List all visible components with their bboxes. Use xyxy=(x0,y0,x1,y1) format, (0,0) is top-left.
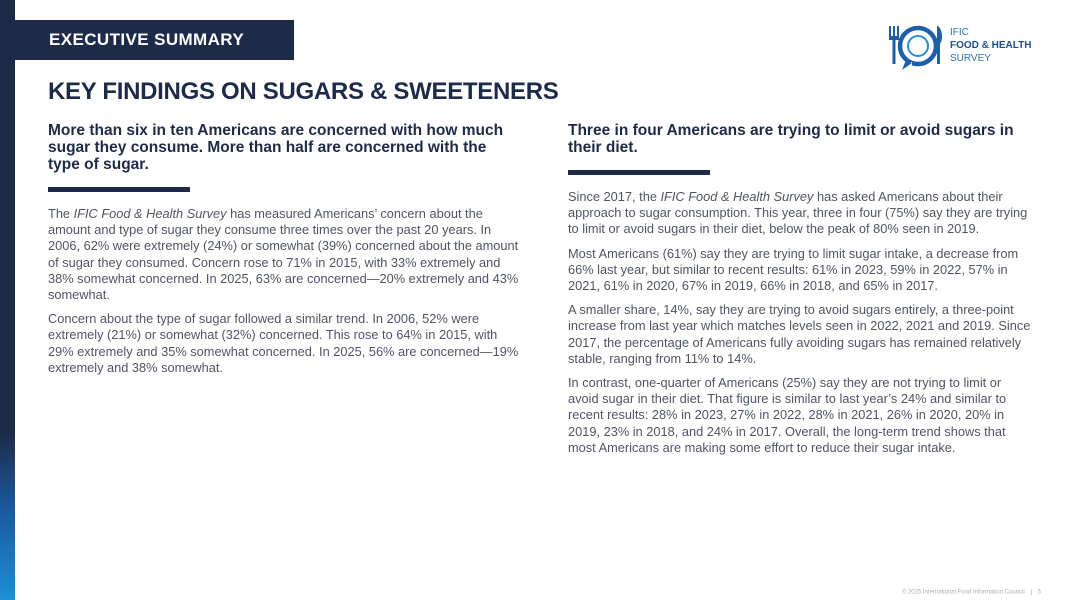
section-banner-label: EXECUTIVE SUMMARY xyxy=(49,30,245,49)
left-p1-prefix: The xyxy=(48,206,74,221)
right-heading-rule xyxy=(568,170,710,175)
right-paragraph-2: Most Americans (61%) say they are trying to limit sugar intake, a decrease from 66% last year, but similar to recent results: 61% in 2023, 59% in 2022, 57% in 2021, 61% in 2020, 67% in 2019, 66% in 2018, and 65% in 2017. xyxy=(568,245,1019,294)
right-paragraph-4: In contrast, one-quarter of Americans (25%) say they are not trying to limit or avoid sugar in their diet. That figure is similar to last year’s 24% and similar to recent results: 28% in 2023, 27% in 2022, 28% in 2021, 26% in 2020, 20% in 2019, 23% in 2018, and 24% in 2017. Overall, the long-term trend shows that most Americans are making some effort to reduce their sugar intake. xyxy=(568,375,1007,455)
left-accent-bar xyxy=(0,0,15,600)
fork-knife-plate-icon xyxy=(886,22,946,74)
left-heading: More than six in ten Americans are concerned with how much sugar they consume. More than half are concerned with the type of sugar. xyxy=(48,122,504,173)
right-paragraph-1 xyxy=(568,189,1034,238)
left-paragraph-2: Concern about the type of sugar followed a similar trend. In 2006, 52% were extremely (21%) or somewhat (32%) concerned. This rose to 64% in 2015, with 29% extremely and 35% somewhat concerned. In 2025, 56% are concerned—19% extremely and 38% somewhat. xyxy=(48,311,519,375)
logo-line-1: IFIC xyxy=(950,27,969,38)
left-paragraph-1 xyxy=(48,206,520,303)
left-heading-rule xyxy=(48,187,190,192)
right-column xyxy=(568,122,1034,456)
ific-logo xyxy=(886,22,1056,74)
right-p1-prefix: Since 2017, the xyxy=(568,189,661,204)
right-p1-rest: has asked Americans about their approach to sugar consumption. This year, three in four (75%) say they are trying to limit or avoid sugars in their diet, below the peak of 80% seen in 2019. xyxy=(568,189,1028,237)
right-heading: Three in four Americans are trying to limit or avoid sugars in their diet. xyxy=(568,122,1014,156)
left-p1-survey-name: IFIC Food & Health Survey xyxy=(73,206,227,221)
page-number: 5 xyxy=(1037,590,1041,596)
right-paragraph-3: A smaller share, 14%, say they are trying to avoid sugars entirely, a three-point increase from last year which matches levels seen in 2022, 2021 and 2019. Since 2017, the percentage of Americans fully avoiding sugars has remained relatively stable, ranging from 11% to 14%. xyxy=(568,302,1031,366)
logo-line-2: FOOD & HEALTH xyxy=(950,40,1032,51)
footer-separator xyxy=(1031,589,1032,595)
left-p1-rest: has measured Americans’ concern about the amount and type of sugar they consume three times over the past 20 years. In 2006, 62% were extremely (24%) or somewhat (39%) concerned about the amount of sugar they consumed. Concern rose to 71% in 2015, with 33% extremely and 38% somewhat concerned. In 2025, 63% are concerned—20% extremely and 43% somewhat. xyxy=(48,206,519,303)
logo-text xyxy=(950,26,1031,65)
page-title: KEY FINDINGS ON SUGARS & SWEETENERS xyxy=(48,78,559,105)
footer xyxy=(902,589,1041,596)
section-banner xyxy=(15,20,294,60)
footer-copyright: © 2025 International Food Information Council xyxy=(901,590,1025,596)
left-column xyxy=(48,122,520,376)
logo-line-3: SURVEY xyxy=(950,53,991,64)
right-p1-survey-name: IFIC Food & Health Survey xyxy=(660,189,814,204)
